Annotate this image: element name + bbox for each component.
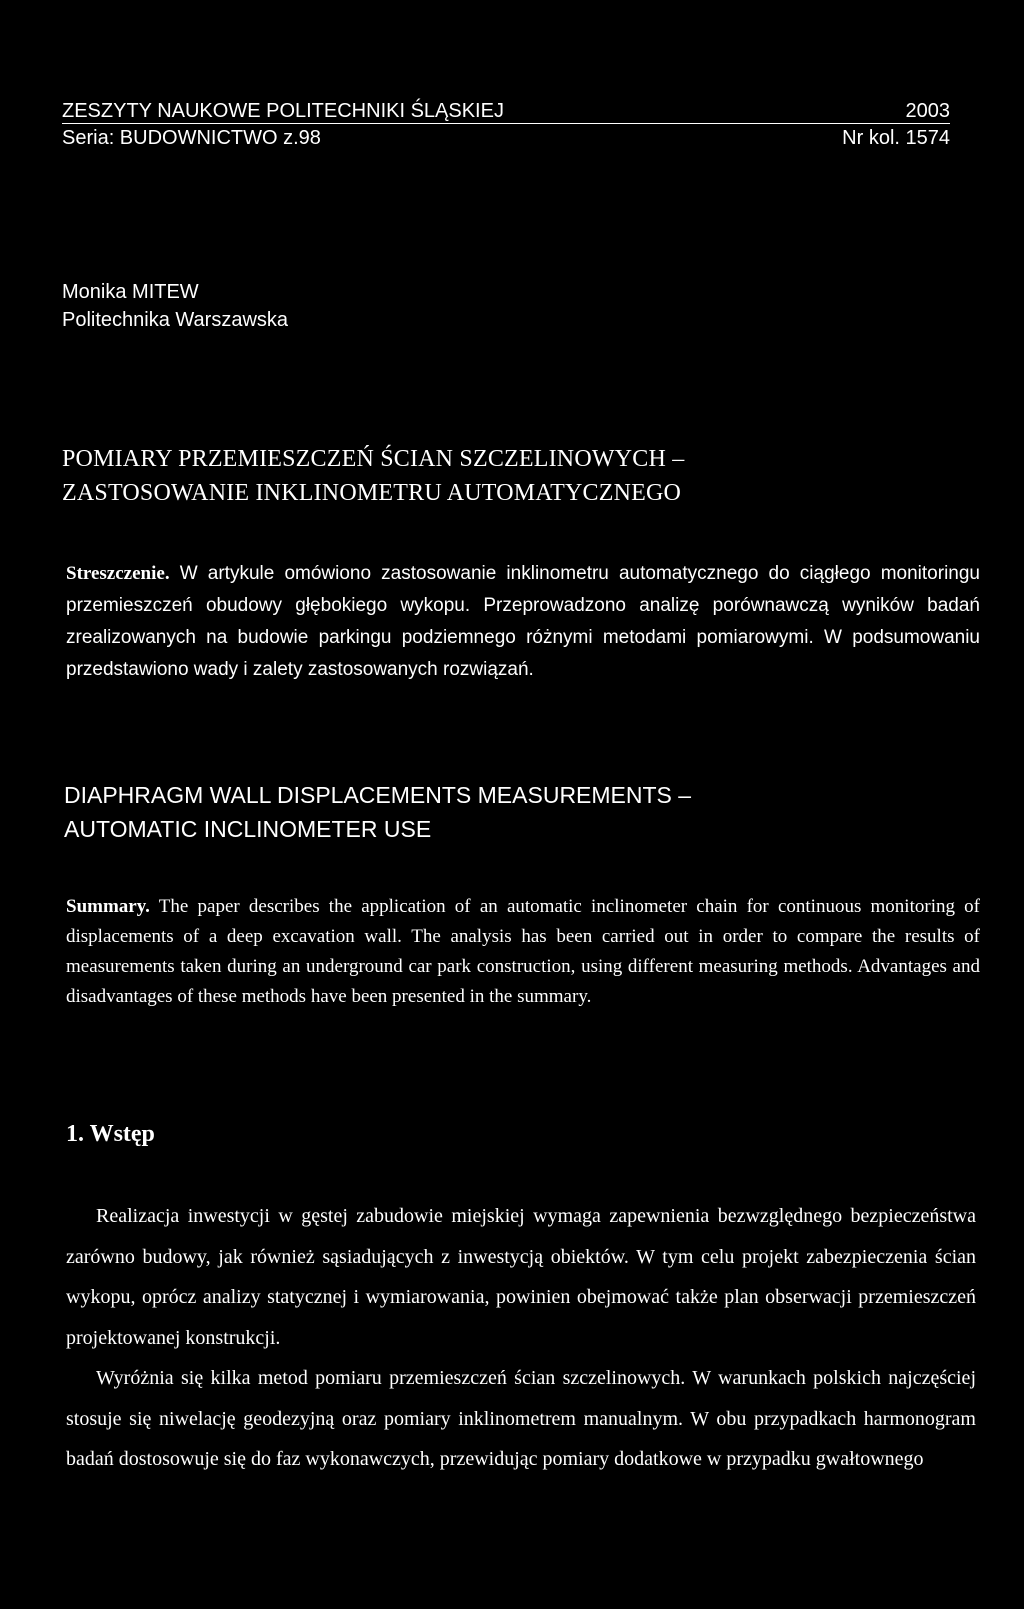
title-english-line1: DIAPHRAGM WALL DISPLACEMENTS MEASUREMENTS – <box>64 782 692 808</box>
abstract-polish <box>66 558 980 686</box>
author-name: Monika MITEW <box>62 281 199 303</box>
section-heading: 1. Wstęp <box>66 1121 155 1147</box>
series-label: Seria: BUDOWNICTWO z.98 <box>62 127 321 149</box>
journal-name: ZESZYTY NAUKOWE POLITECHNIKI ŚLĄSKIEJ <box>62 100 504 122</box>
abstract-text: W artykule omówiono zastosowanie inklinometru automatycznego do ciągłego monitoringu przemieszczeń obudowy głębokiego wykopu. Przeprowadzono analizę porównawczą wyników badań zrealizowanych na budowie parkingu podziemnego różnymi metodami pomiarowymi. W podsumowaniu przedstawiono wady i zalety zastosowanych rozwiązań. <box>66 563 980 680</box>
body-paragraph-2: Wyróżnia się kilka metod pomiaru przemieszczeń ścian szczelinowych. W warunkach polskich najczęściej stosuje się niwelację geodezyjną oraz pomiary inklinometrem manualnym. W obu przypadkach harmonogram badań dostosowuje się do faz wykonawczych, przewidując pomiary dodatkowe w przypadku gwałtownego <box>66 1367 976 1470</box>
author-affiliation: Politechnika Warszawska <box>62 309 289 331</box>
summary-label: Summary. <box>66 896 150 917</box>
title-polish-line2: ZASTOSOWANIE INKLINOMETRU AUTOMATYCZNEGO <box>62 480 682 506</box>
title-polish-line1: POMIARY PRZEMIESZCZEŃ ŚCIAN SZCZELINOWYCH – <box>62 446 685 472</box>
issue-number: Nr kol. 1574 <box>842 127 950 149</box>
author-block <box>62 278 288 334</box>
abstract-label: Streszczenie. <box>66 563 170 584</box>
title-english <box>64 778 964 846</box>
series-header <box>62 126 950 150</box>
summary-english <box>66 892 980 1012</box>
summary-text: The paper describes the application of an automatic inclinometer chain for continuous monitoring of displacements of a deep excavation wall. The analysis has been carried out in order to compare the results of measurements taken during an underground car park construction, using different measuring methods. Advantages and disadvantages of these methods have been presented in the summary. <box>66 896 980 1007</box>
body-paragraph-1: Realizacja inwestycji w gęstej zabudowie miejskiej wymaga zapewnienia bezwzględnego bezpieczeństwa zarówno budowy, jak również sąsiadujących z inwestycją obiektów. W tym celu projekt zabezpieczenia ścian wykopu, oprócz analizy statycznej i wymiarowania, powinien obejmować także plan obserwacji przemieszczeń projektowanej konstrukcji. <box>66 1205 976 1349</box>
journal-header <box>62 99 950 124</box>
journal-year: 2003 <box>905 100 950 122</box>
title-polish <box>62 442 962 510</box>
section-body <box>66 1196 976 1480</box>
title-english-line2: AUTOMATIC INCLINOMETER USE <box>64 816 432 842</box>
